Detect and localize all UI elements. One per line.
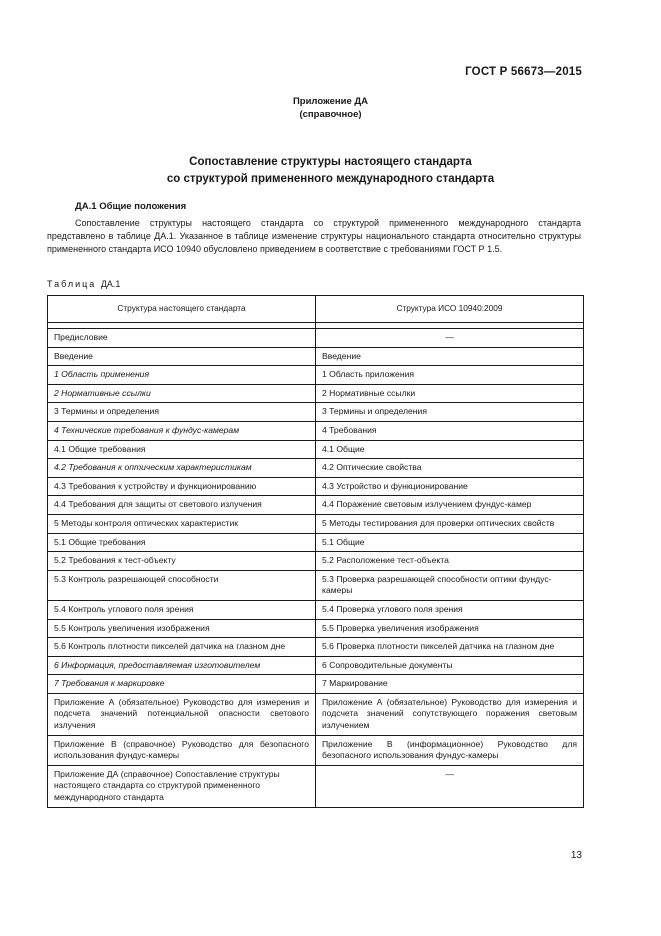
national-cell: Приложение А (обязательное) Руководство для измерения и подсчета значений потенциальной опасности светового излучения [48, 693, 316, 735]
table-row [48, 459, 584, 478]
national-cell: 2 Нормативные ссылки [48, 384, 316, 403]
table-caption [47, 279, 120, 289]
table-row [48, 675, 584, 694]
national-cell: 4 Технические требования к фундус-камерам [48, 421, 316, 440]
standard-code: ГОСТ Р 56673—2015 [465, 66, 582, 78]
header-iso-structure: Структура ИСО 10940:2009 [316, 296, 584, 323]
table-row [48, 570, 584, 600]
iso-cell: 5.5 Проверка увеличения изображения [316, 619, 584, 638]
table-row [48, 552, 584, 571]
table-row [48, 619, 584, 638]
table-row [48, 600, 584, 619]
document-title-line1: Сопоставление структуры настоящего стандарта [189, 156, 472, 168]
structure-comparison-table [47, 295, 584, 808]
document-title-line2: со структурой примененного международного стандарта [166, 173, 495, 185]
iso-cell: 5.6 Проверка плотности пикселей датчика на глазном дне [316, 638, 584, 657]
table-row [48, 440, 584, 459]
iso-cell: 3 Термины и определения [316, 403, 584, 422]
iso-cell: — [316, 329, 584, 348]
iso-cell: 4.3 Устройство и функционирование [316, 477, 584, 496]
national-cell: Предисловие [48, 329, 316, 348]
national-cell: 5.6 Контроль плотности пикселей датчика на глазном дне [48, 638, 316, 657]
iso-cell: — [316, 765, 584, 807]
table-row [48, 735, 584, 765]
table-row [48, 384, 584, 403]
table-row [48, 638, 584, 657]
table-row [48, 366, 584, 385]
table-row [48, 765, 584, 807]
iso-cell: 2 Нормативные ссылки [316, 384, 584, 403]
appendix-title: Приложение ДА [292, 96, 369, 107]
national-cell: 5.4 Контроль углового поля зрения [48, 600, 316, 619]
section-heading: ДА.1 Общие положения [75, 201, 187, 212]
iso-cell: Приложение В (информационное) Руководство для безопасного использования фундус-камеры [316, 735, 584, 765]
table-row [48, 421, 584, 440]
iso-cell: 4.4 Поражение световым излучением фундус-камер [316, 496, 584, 515]
intro-paragraph [47, 217, 581, 256]
table-row [48, 514, 584, 533]
table-row [48, 533, 584, 552]
national-cell: 5 Методы контроля оптических характеристик [48, 514, 316, 533]
iso-cell: 4 Требования [316, 421, 584, 440]
table-row [48, 347, 584, 366]
iso-cell: 5.2 Расположение тест-объекта [316, 552, 584, 571]
national-cell: 5.1 Общие требования [48, 533, 316, 552]
table-caption-number: ДА.1 [100, 279, 121, 289]
national-cell: 7 Требования к маркировке [48, 675, 316, 694]
table-row [48, 496, 584, 515]
iso-cell: 4.1 Общие [316, 440, 584, 459]
appendix-type: (справочное) [299, 109, 362, 120]
national-cell: 5.2 Требования к тест-объекту [48, 552, 316, 571]
national-cell: 4.4 Требования для защиты от светового излучения [48, 496, 316, 515]
national-cell: 4.1 Общие требования [48, 440, 316, 459]
national-cell: 6 Информация, предоставляемая изготовителем [48, 656, 316, 675]
national-cell: Приложение В (справочное) Руководство для безопасного использования фундус-камеры [48, 735, 316, 765]
iso-cell: 5.3 Проверка разрешающей способности оптики фундус-камеры [316, 570, 584, 600]
national-cell: 5.3 Контроль разрешающей способности [48, 570, 316, 600]
iso-cell: Введение [316, 347, 584, 366]
iso-cell: 5.1 Общие [316, 533, 584, 552]
national-cell: 5.5 Контроль увеличения изображения [48, 619, 316, 638]
iso-cell: 5.4 Проверка углового поля зрения [316, 600, 584, 619]
iso-cell: 4.2 Оптические свойства [316, 459, 584, 478]
iso-cell: 1 Область приложения [316, 366, 584, 385]
table-row [48, 329, 584, 348]
national-cell: 4.2 Требования к оптическим характеристикам [48, 459, 316, 478]
header-national-structure: Структура настоящего стандарта [48, 296, 316, 323]
iso-cell: 7 Маркирование [316, 675, 584, 694]
national-cell: Приложение ДА (справочное) Сопоставление структуры настоящего стандарта со структурой примененного международного стандарта [48, 765, 316, 807]
table-row [48, 477, 584, 496]
national-cell: 4.3 Требования к устройству и функционированию [48, 477, 316, 496]
national-cell: 3 Термины и определения [48, 403, 316, 422]
national-cell: Введение [48, 347, 316, 366]
page-number: 13 [570, 850, 582, 861]
table-row [48, 656, 584, 675]
intro-paragraph-text: Сопоставление структуры настоящего стандарта со структурой примененного международного стандарта представлено в таблице ДА.1. Указанное в таблице изменение структуры национального стандарта относительно структуры примененного стандарта ИСО 10940 обусловлено приведением в соответствие с требованиями ГОСТ Р 1.5. [47, 218, 581, 254]
iso-cell: Приложение А (обязательное) Руководство для измерения и подсчета значений сопутствующего поражения световым излучением [316, 693, 584, 735]
iso-cell: 6 Сопроводительные документы [316, 656, 584, 675]
table-row [48, 403, 584, 422]
national-cell: 1 Область применения [48, 366, 316, 385]
table-header-row [48, 296, 584, 323]
iso-cell: 5 Методы тестирования для проверки оптических свойств [316, 514, 584, 533]
table-caption-label: Таблица [47, 279, 97, 289]
table-row [48, 693, 584, 735]
